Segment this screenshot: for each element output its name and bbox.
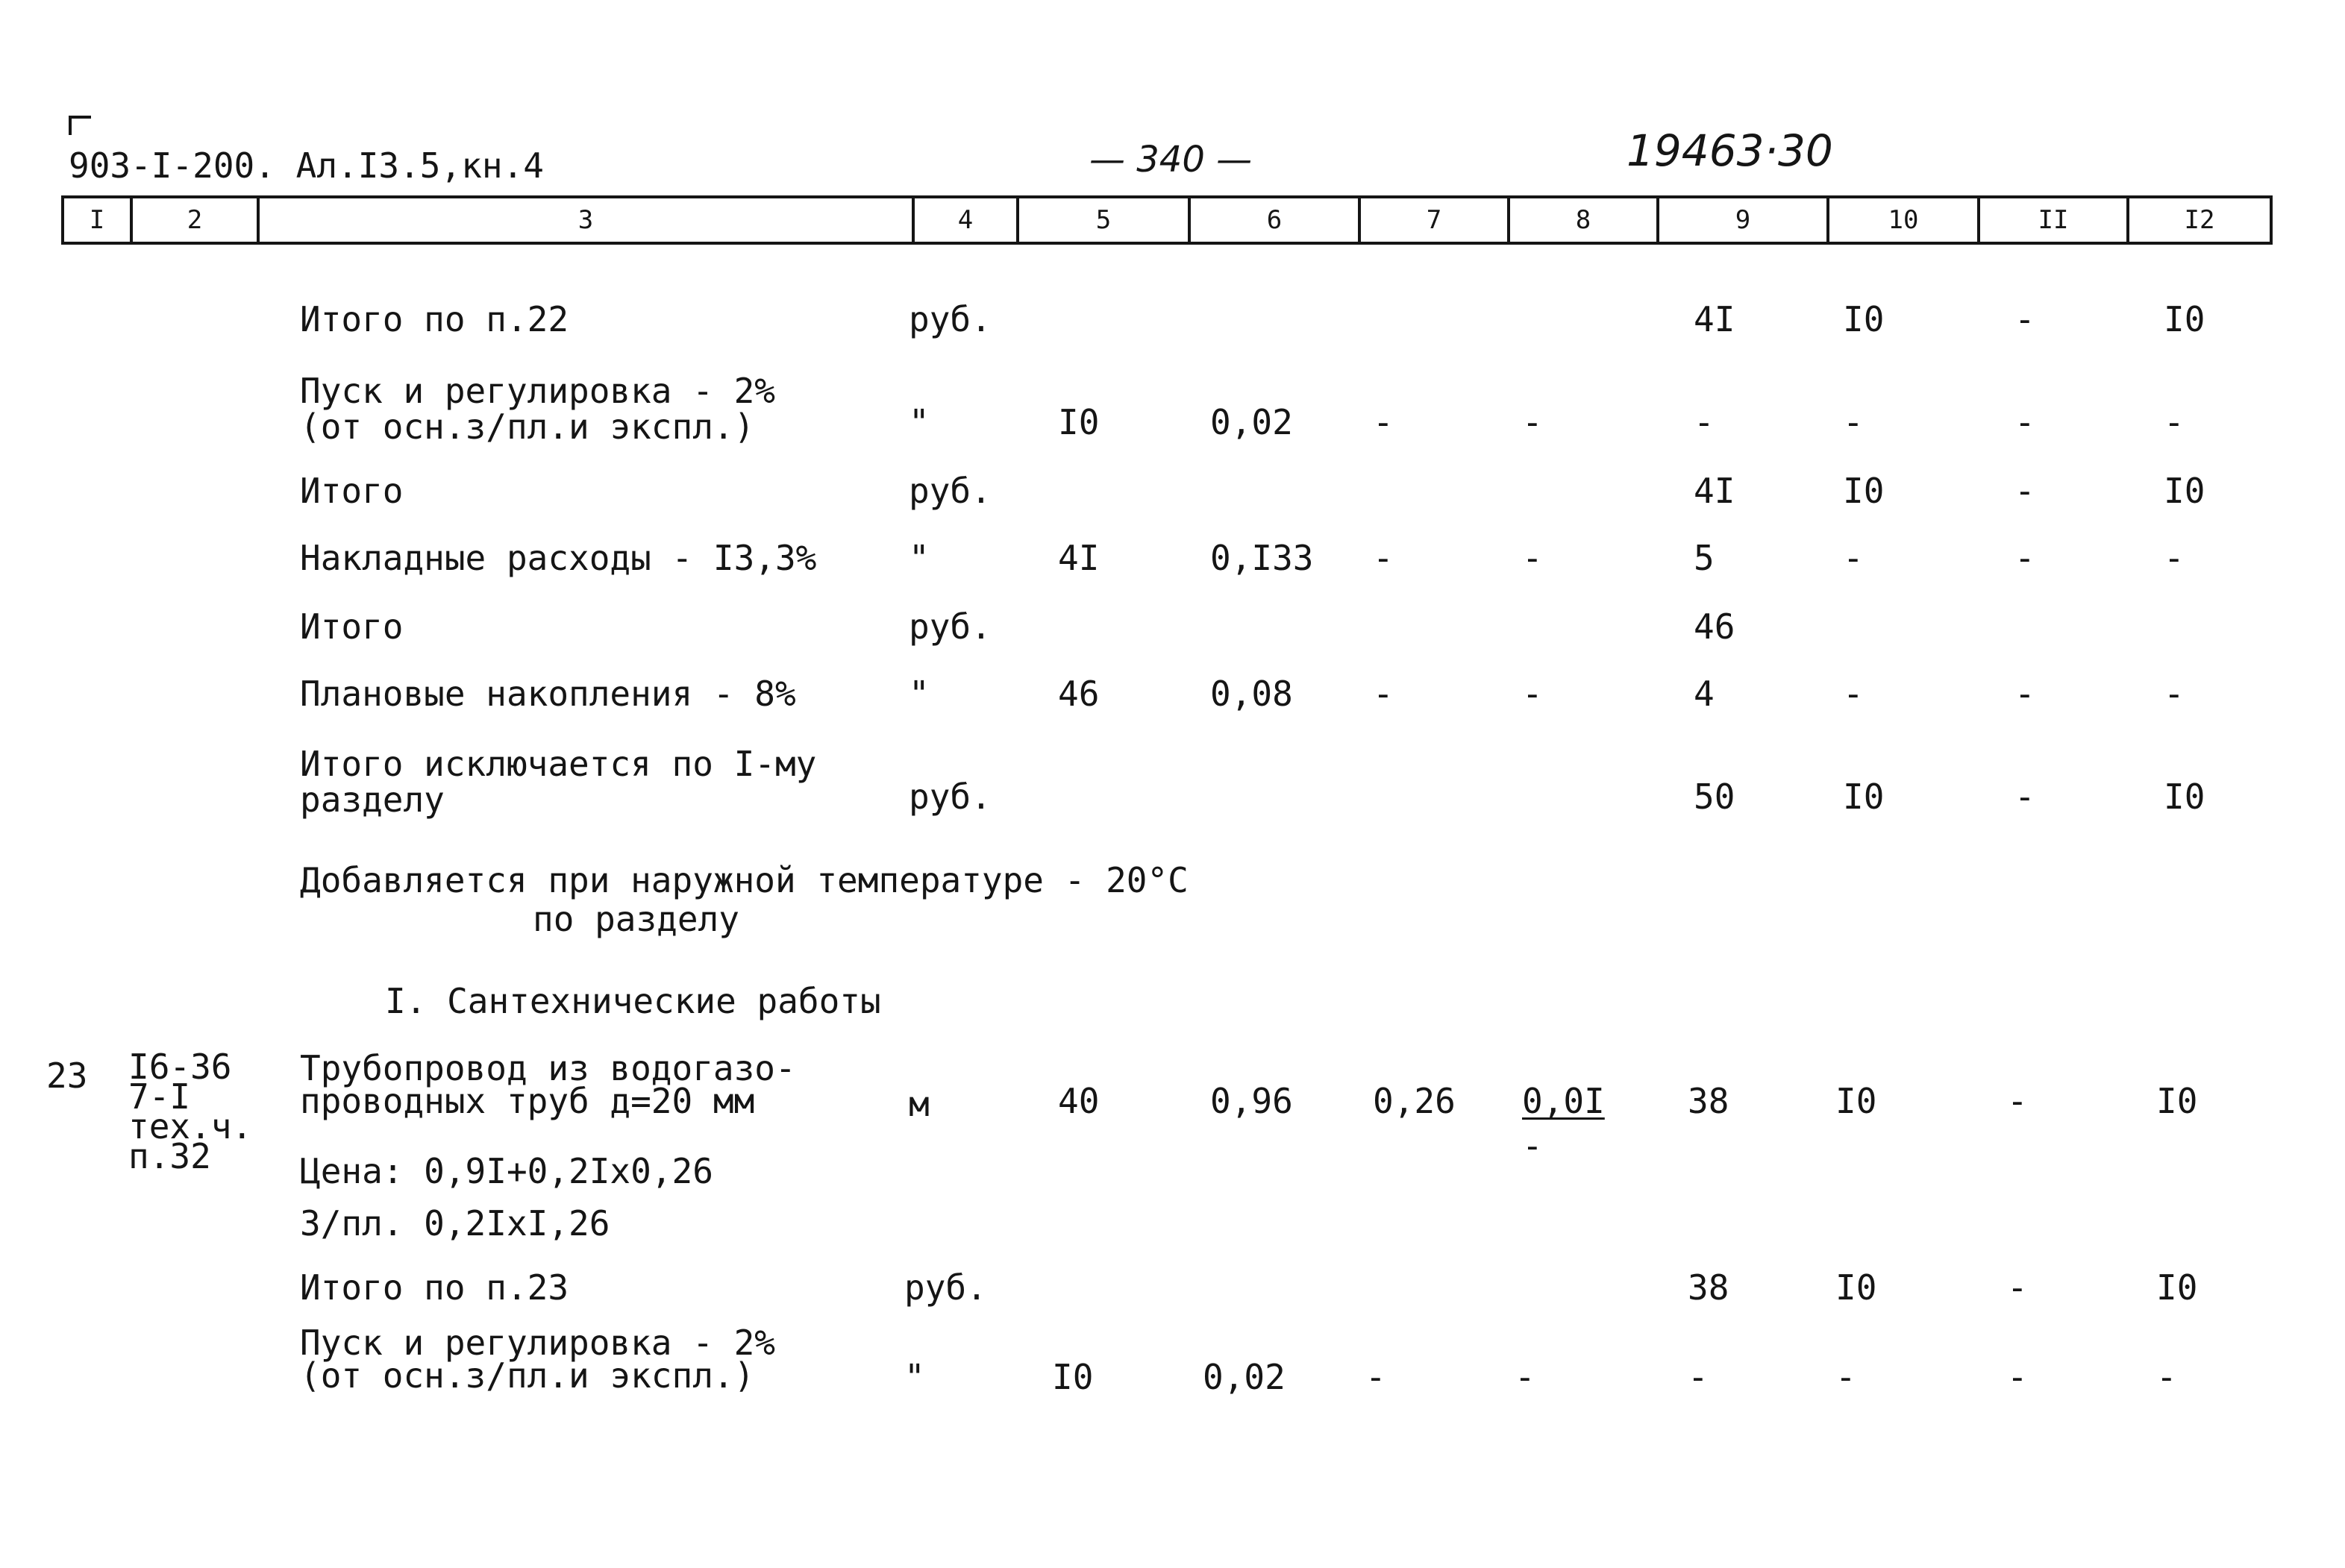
row-col11: - — [2014, 402, 2035, 442]
row-col6: 0,02 — [1210, 402, 1293, 442]
col-header-10: 10 — [1829, 198, 1980, 242]
added-heading-sub: по разделу — [533, 899, 739, 939]
row-col5: 46 — [1058, 674, 1100, 714]
col-header-7: 7 — [1361, 198, 1510, 242]
item-code: I6-36 7-I тех.ч. п.32 — [128, 1047, 253, 1176]
row-col7: - — [1365, 1357, 1386, 1397]
row-col6: 0,02 — [1203, 1357, 1286, 1397]
col-header-11: II — [1980, 198, 2129, 242]
row-col6: 0,96 — [1210, 1081, 1293, 1121]
row-col10: I0 — [1843, 299, 1885, 339]
col-header-2: 2 — [133, 198, 260, 242]
row-col11: - — [2014, 299, 2035, 339]
row-col8: - — [1515, 1357, 1535, 1397]
row-col9: 50 — [1694, 777, 1735, 817]
col-header-12: I2 — [2184, 205, 2215, 235]
row-unit: руб. — [904, 1267, 987, 1308]
row-description: Итого исключается по I-му разделу — [300, 744, 817, 820]
col-header-9: 9 — [1659, 198, 1829, 242]
row-col12: I0 — [2164, 777, 2205, 817]
row-col9: - — [1694, 402, 1715, 442]
row-col9: 5 — [1694, 538, 1715, 578]
row-unit: руб. — [909, 299, 992, 339]
row-col11: - — [2007, 1267, 2028, 1308]
row-col10: I0 — [1835, 1267, 1877, 1308]
row-col9: 4I — [1694, 471, 1735, 511]
row-unit: руб. — [909, 777, 992, 817]
price-formula: Цена: 0,9I+0,2Iх0,26 — [300, 1151, 713, 1191]
row-col10: - — [1835, 1357, 1856, 1397]
row-col9: 4I — [1694, 299, 1735, 339]
row-col12: - — [2164, 674, 2185, 714]
row-col12: I0 — [2156, 1081, 2198, 1121]
row-description: Трубопровод из водогазо- проводных труб д=20 мм — [300, 1048, 796, 1121]
row-col10: I0 — [1835, 1081, 1877, 1121]
row-col8-sub: - — [1522, 1126, 1543, 1166]
row-description: Пуск и регулировка - 2% (от осн.з/пл.и экспл.) — [300, 1323, 775, 1396]
row-col9: 46 — [1694, 606, 1735, 647]
row-col11: - — [2007, 1081, 2028, 1121]
row-unit: руб. — [909, 606, 992, 647]
col-header-1: I — [64, 198, 133, 242]
row-col6: 0,08 — [1210, 674, 1293, 714]
corner-mark — [69, 116, 91, 135]
row-col10: - — [1843, 674, 1864, 714]
added-heading: Добавляется при наружной температуре - 20°С — [300, 860, 1189, 900]
row-col10: I0 — [1843, 777, 1885, 817]
row-col9: 38 — [1688, 1267, 1729, 1308]
col-header-5: 5 — [1019, 198, 1191, 242]
row-col10: - — [1843, 538, 1864, 578]
row-unit: м — [909, 1084, 930, 1124]
row-col9: 38 — [1688, 1081, 1729, 1121]
item-number: 23 — [46, 1056, 88, 1096]
row-col9: - — [1688, 1357, 1709, 1397]
row-col6: 0,I33 — [1210, 538, 1314, 578]
col-header-6: 6 — [1191, 198, 1361, 242]
row-col5: 40 — [1058, 1081, 1100, 1121]
row-col11: - — [2014, 777, 2035, 817]
row-description: Итого по п.22 — [300, 299, 569, 339]
row-col12: I0 — [2156, 1267, 2198, 1308]
document-code: 903-I-200. Ал.I3.5,кн.4 — [69, 145, 544, 186]
row-col11: - — [2014, 471, 2035, 511]
row-unit: " — [909, 674, 930, 714]
row-col12: I0 — [2164, 471, 2205, 511]
row-unit: " — [909, 538, 930, 578]
row-unit: " — [909, 402, 930, 442]
row-unit: " — [904, 1357, 925, 1397]
row-col10: I0 — [1843, 471, 1885, 511]
row-col9: 4 — [1694, 674, 1715, 714]
row-description: Итого — [300, 606, 404, 647]
row-col7: - — [1373, 402, 1394, 442]
row-col7: 0,26 — [1373, 1081, 1456, 1121]
row-col7: - — [1373, 538, 1394, 578]
row-description: Итого по п.23 — [300, 1267, 569, 1308]
row-col8: - — [1522, 538, 1543, 578]
row-col8: - — [1522, 674, 1543, 714]
row-col5: I0 — [1052, 1357, 1094, 1397]
row-description: Пуск и регулировка - 2% (от осн.з/пл.и экспл.) — [300, 371, 775, 447]
row-description: Плановые накопления - 8% — [300, 674, 796, 714]
row-col12: I0 — [2164, 299, 2205, 339]
row-col11: - — [2014, 674, 2035, 714]
wage-formula: З/пл. 0,2IхI,26 — [300, 1203, 610, 1244]
row-col10: - — [1843, 402, 1864, 442]
col-header-3: 3 — [260, 198, 915, 242]
row-col8: 0,0I — [1522, 1081, 1605, 1121]
row-col11: - — [2014, 538, 2035, 578]
row-col11: - — [2007, 1357, 2028, 1397]
col-header-8: 8 — [1510, 198, 1659, 242]
row-unit: руб. — [909, 471, 992, 511]
col-header-4: 4 — [915, 198, 1019, 242]
row-col12: - — [2164, 402, 2185, 442]
column-header-row — [61, 195, 2273, 245]
row-description: Итого — [300, 471, 404, 511]
row-col5: I0 — [1058, 402, 1100, 442]
row-description: Накладные расходы - I3,3% — [300, 538, 817, 578]
handwritten-number: 19463·30 — [1627, 125, 1833, 176]
row-col8: - — [1522, 402, 1543, 442]
row-col5: 4I — [1058, 538, 1100, 578]
row-col7: - — [1373, 674, 1394, 714]
row-col12: - — [2164, 538, 2185, 578]
section-title: I. Сантехнические работы — [385, 981, 881, 1021]
row-col12: - — [2156, 1357, 2177, 1397]
page-number: — 340 — — [1089, 139, 1253, 181]
